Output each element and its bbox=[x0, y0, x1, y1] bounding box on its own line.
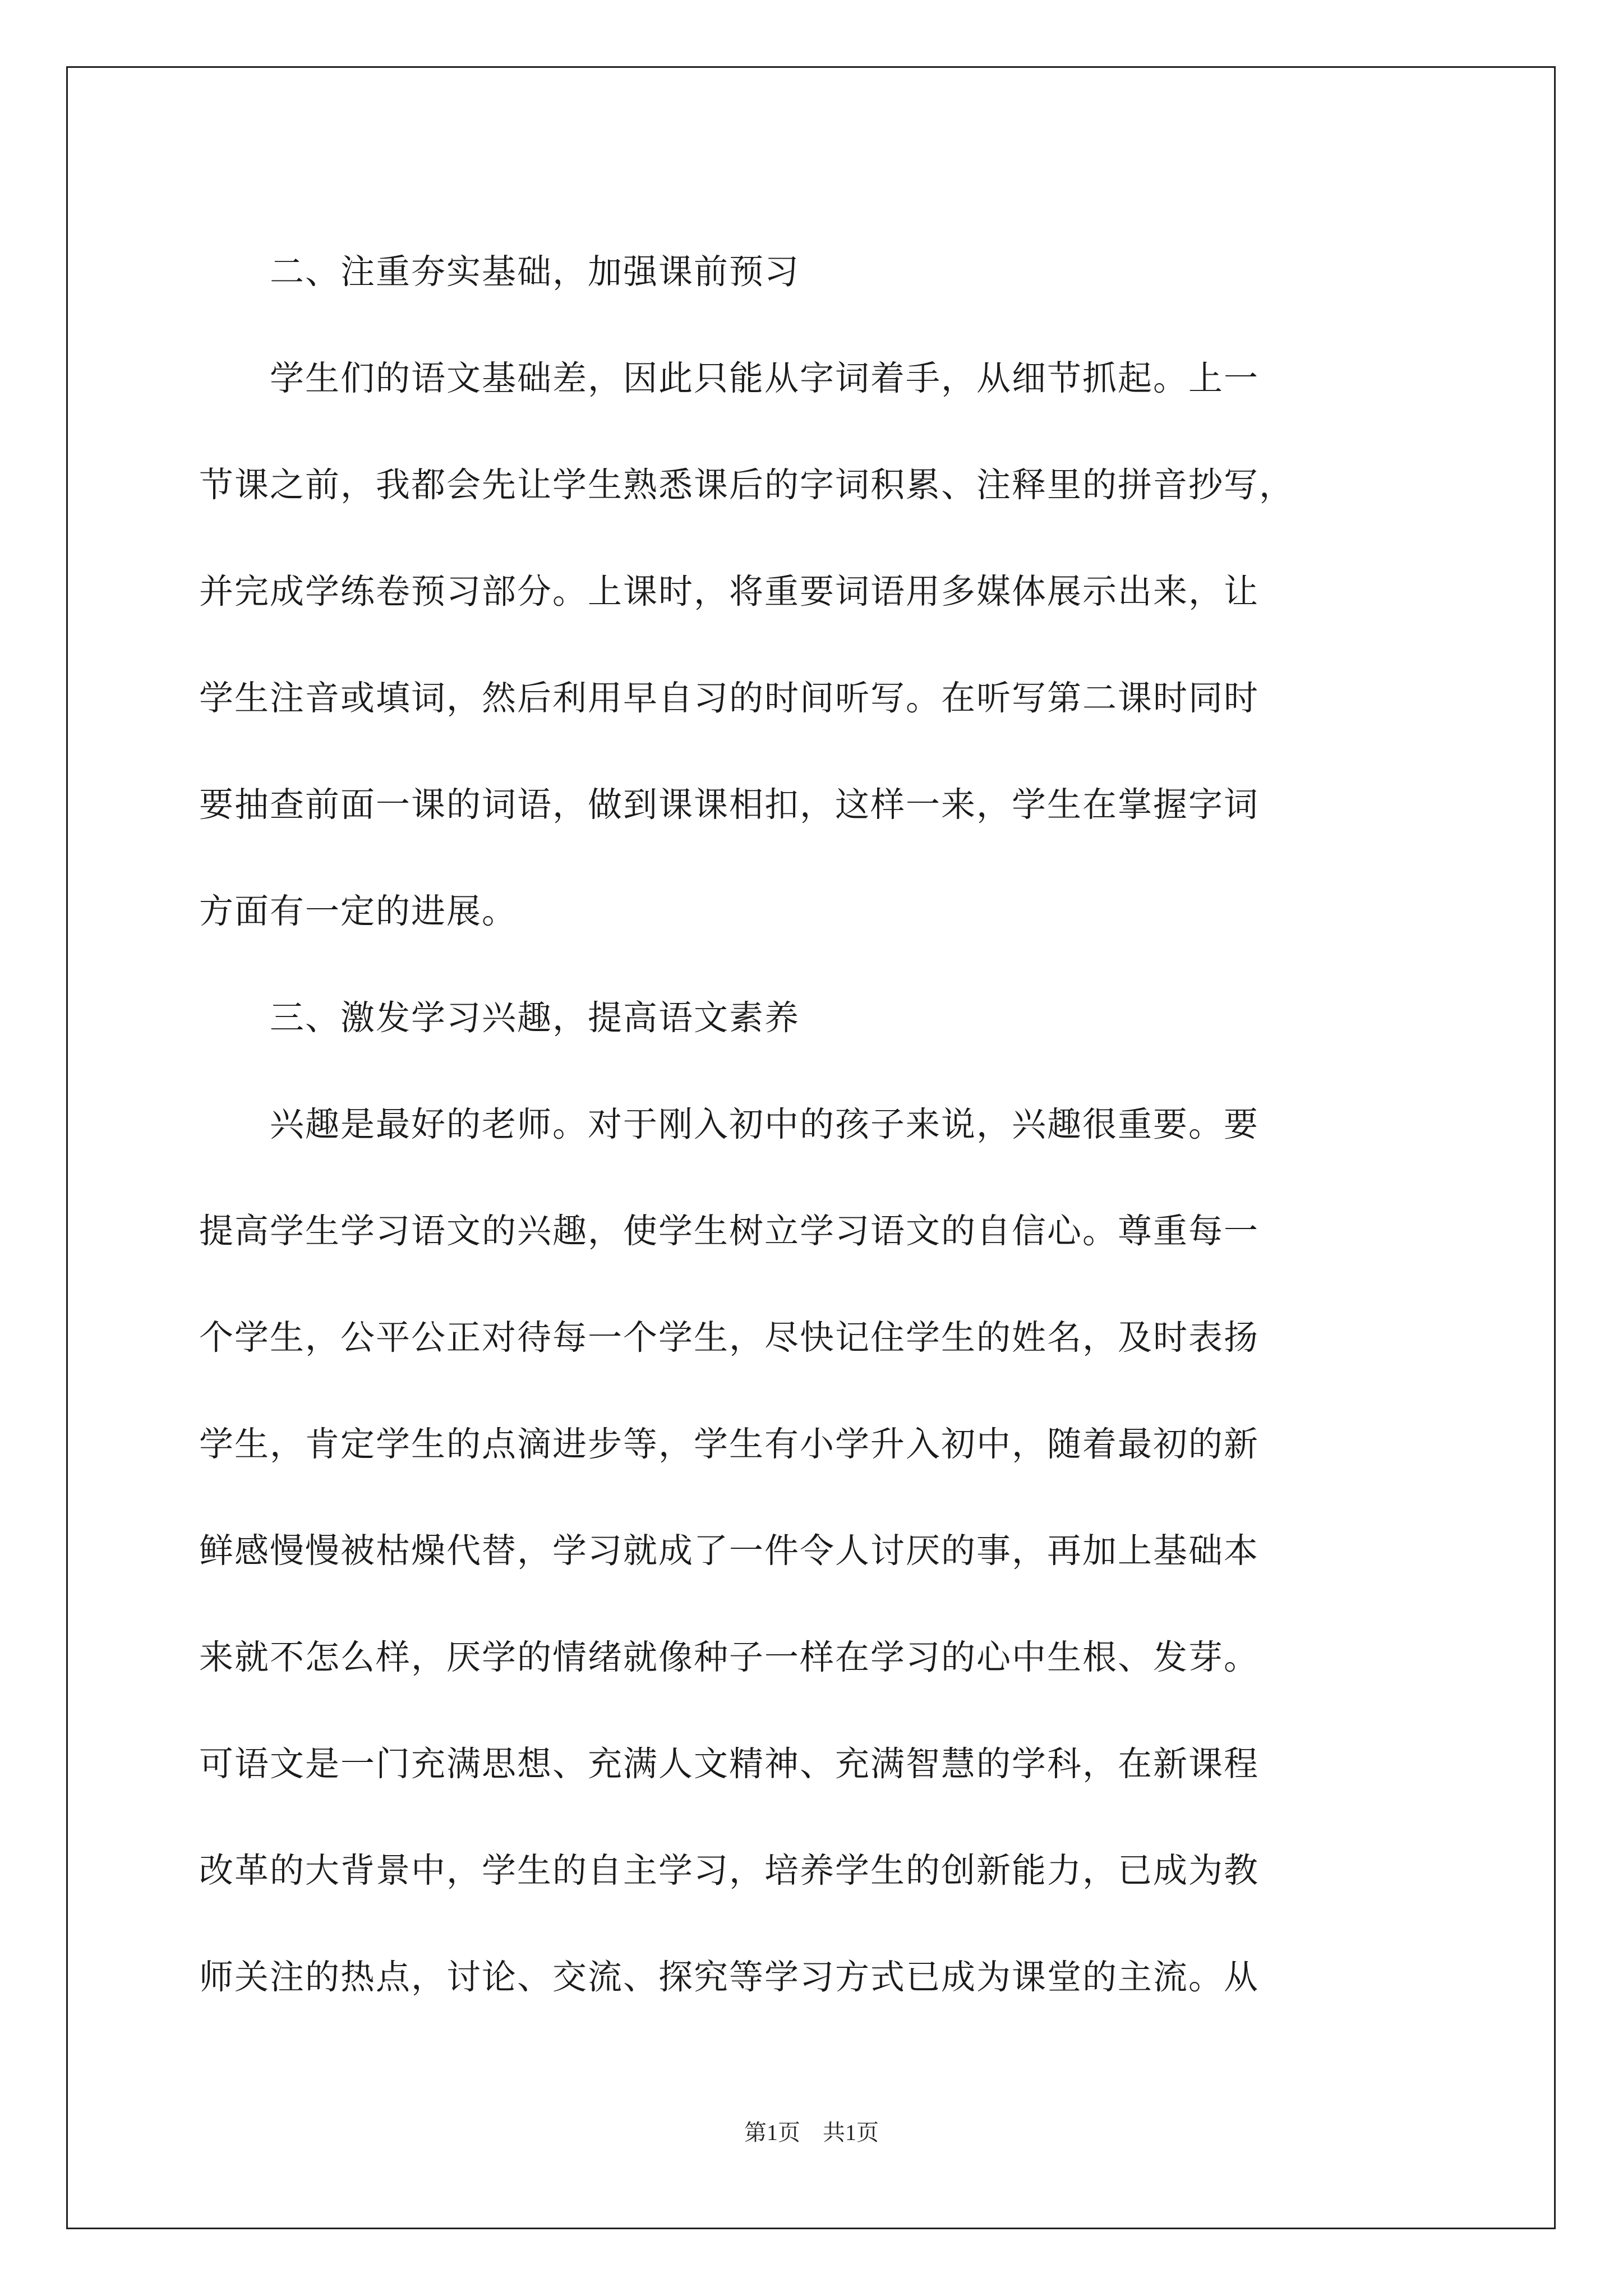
paragraph-line: 学生，肯定学生的点滴进步等，学生有小学升入初中，随着最初的新 bbox=[199, 1424, 1260, 1464]
paragraph-line: 可语文是一门充满思想、充满人文精神、充满智慧的学科，在新课程 bbox=[199, 1744, 1260, 1784]
section-heading: 三、激发学习兴趣，提高语文素养 bbox=[199, 998, 800, 1038]
paragraph-line: 来就不怎么样，厌学的情绪就像种子一样在学习的心中生根、发芽。 bbox=[199, 1637, 1260, 1677]
paragraph-line: 要抽查前面一课的词语，做到课课相扣，这样一来，学生在掌握字词 bbox=[199, 785, 1260, 825]
paragraph-line: 改革的大背景中，学生的自主学习，培养学生的创新能力，已成为教 bbox=[199, 1851, 1260, 1890]
paragraph-line: 并完成学练卷预习部分。上课时，将重要词语用多媒体展示出来，让 bbox=[199, 572, 1260, 611]
paragraph-line: 师关注的热点，讨论、交流、探究等学习方式已成为课堂的主流。从 bbox=[199, 1957, 1260, 1997]
paragraph-line: 提高学生学习语文的兴趣，使学生树立学习语文的自信心。尊重每一 bbox=[199, 1211, 1260, 1251]
paragraph-line: 兴趣是最好的老师。对于刚入初中的孩子来说，兴趣很重要。要 bbox=[199, 1105, 1260, 1144]
page-footer: 第1页 共1页 bbox=[744, 2120, 879, 2145]
paragraph-line: 学生们的语文基础差，因此只能从字词着手，从细节抓起。上一 bbox=[199, 358, 1260, 398]
paragraph-line: 方面有一定的进展。 bbox=[199, 891, 518, 931]
paragraph-line: 学生注音或填词，然后利用早自习的时间听写。在听写第二课时同时 bbox=[199, 678, 1260, 718]
paragraph-line: 个学生，公平公正对待每一个学生，尽快记住学生的姓名，及时表扬 bbox=[199, 1318, 1260, 1358]
paragraph-line: 节课之前，我都会先让学生熟悉课后的字词积累、注释里的拼音抄写， bbox=[199, 465, 1295, 505]
section-heading: 二、注重夯实基础，加强课前预习 bbox=[199, 252, 800, 292]
document-body bbox=[199, 219, 1433, 2031]
paragraph-line: 鲜感慢慢被枯燥代替，学习就成了一件令人讨厌的事，再加上基础本 bbox=[199, 1531, 1260, 1571]
